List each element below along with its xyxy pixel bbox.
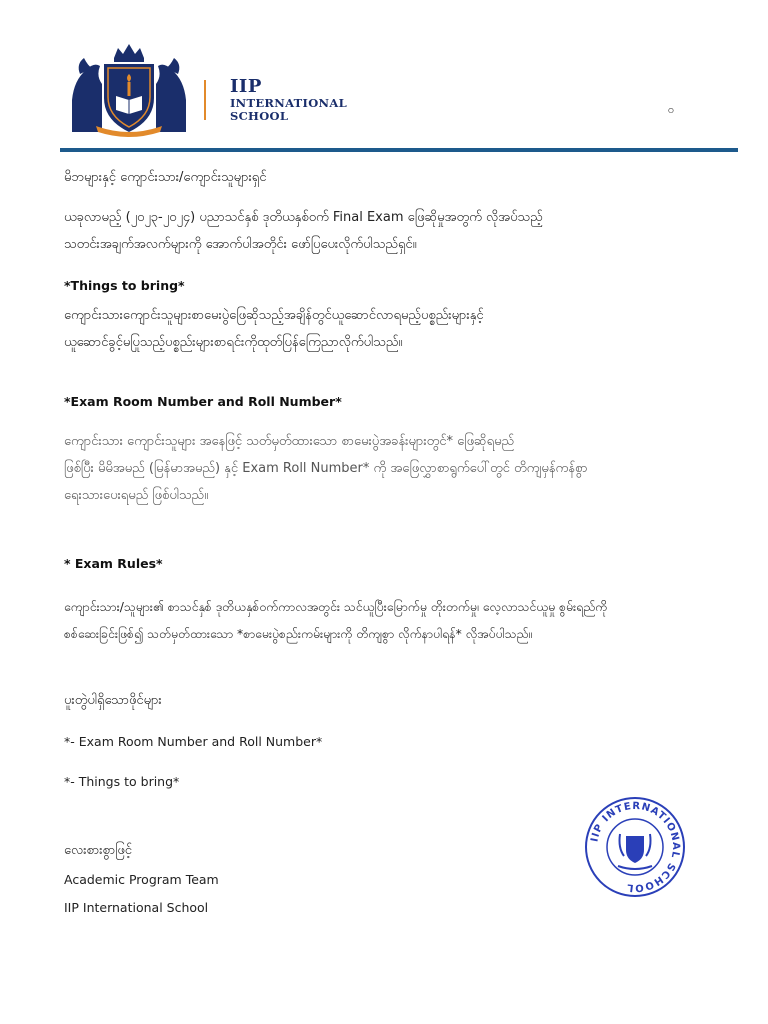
rules-line-2: စစ်ဆေးခြင်းဖြစ်၍ သတ်မှတ်ထားသော *စာမေးပွဲစည်းကမ်းများကို တိကျစွာ လိုက်နာပါရန်* လိုအပ်ပါသည်။ — [64, 627, 533, 641]
closing-text: လေးစားစွာဖြင့် — [64, 843, 132, 858]
page-number: ၀ — [668, 103, 675, 116]
school-crest-logo — [66, 40, 192, 138]
header-rule — [60, 148, 738, 152]
things-to-bring-heading: *Things to bring* — [64, 278, 185, 293]
school-name-line-3: SCHOOL — [230, 108, 289, 123]
school-name-line-1: IIP — [230, 76, 262, 97]
intro-line-2: သတင်းအချက်အလက်များကို အောက်ပါအတိုင်း ဖော်ပြပေးလိုက်ပါသည်ရှင်။ — [64, 237, 417, 252]
room-line-3: ရေးသားပေးရမည် ဖြစ်ပါသည်။ — [64, 488, 209, 503]
letterhead — [0, 0, 768, 160]
intro-paragraph — [64, 204, 714, 258]
things-line-2: ယူဆောင်ခွင့်မပြုသည့်ပစ္စည်းများစာရင်းကိုထုတ်ပြန်ကြေညာလိုက်ပါသည်။ — [64, 335, 403, 350]
things-paragraph — [64, 302, 714, 356]
intro-line-1: ယခုလာမည့် (၂၀၂၃-၂၀၂၄) ပညာသင်နှစ် ဒုတိယနှစ်ဝက် Final Exam ဖြေဆိုမှုအတွက် လိုအပ်သည့် — [64, 210, 543, 225]
school-seal-stamp — [584, 796, 686, 898]
school-name-wordmark — [230, 78, 347, 122]
rules-line-1: ကျောင်းသား/သူများ၏ စာသင်နှစ် ဒုတိယနှစ်ဝက်ကာလအတွင်း သင်ယူပြီးမြောက်မှု တိုးတက်မှု၊ လေ့လာသင်ယူမှု စွမ်းရည်ကို — [64, 600, 608, 614]
salutation-text: မိဘများနှင့် ကျောင်းသား/ကျောင်းသူများရှင် — [64, 170, 267, 185]
room-line-2: ဖြစ်ပြီး မိမိအမည် (မြန်မာအမည်) နှင့် Exam Roll Number* ကို အဖြေလွှာစာရွက်ပေါ်တွင် တိကျမှန်ကန်စွာ — [64, 461, 588, 476]
exam-room-paragraph — [64, 428, 714, 509]
things-line-1: ကျောင်းသားကျောင်းသူများစာမေးပွဲဖြေဆိုသည့်အချိန်တွင်ယူဆောင်လာရမည့်ပစ္စည်းများနှင့် — [64, 308, 484, 323]
attachments-heading: ပူးတွဲပါရှိသောဖိုင်များ — [64, 693, 162, 708]
attachment-item-2: *- Things to bring* — [64, 774, 180, 789]
salutation — [64, 164, 714, 191]
signer-school: IIP International School — [64, 900, 209, 915]
header-divider — [204, 80, 206, 120]
school-name-line-2: INTERNATIONAL — [230, 96, 347, 110]
signer-team: Academic Program Team — [64, 872, 219, 887]
stamp-ring-text: IIP INTERNATIONAL SCHOOL — [589, 800, 682, 894]
room-line-1: ကျောင်းသား ကျောင်းသူများ အနေဖြင့် သတ်မှတ်ထားသော စာမေးပွဲအခန်းများတွင်* ဖြေဆိုရမည် — [64, 434, 515, 449]
attachment-item-1: *- Exam Room Number and Roll Number* — [64, 734, 323, 749]
exam-room-heading: *Exam Room Number and Roll Number* — [64, 394, 342, 409]
exam-rules-heading: * Exam Rules* — [64, 556, 163, 571]
exam-rules-paragraph — [64, 594, 714, 648]
